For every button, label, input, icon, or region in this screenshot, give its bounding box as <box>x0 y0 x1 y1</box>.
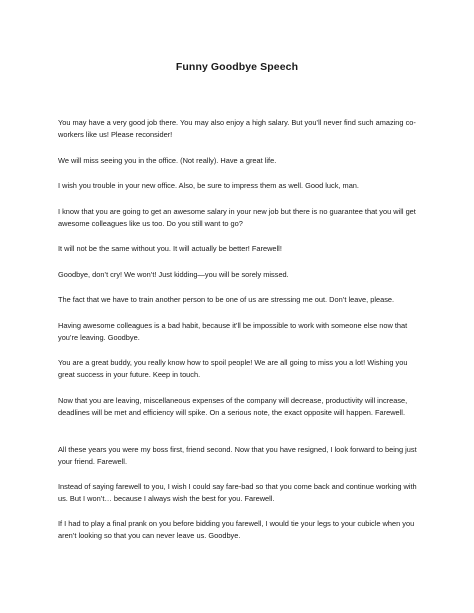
paragraph: You are a great buddy, you really know how to spoil people! We are all going to miss you a lot! Wishing you great success in your future. Keep in touch. <box>58 358 408 379</box>
paragraph: The fact that we have to train another person to be one of us are stressing me out. Don’t leave, please. <box>58 295 395 304</box>
paragraph: You may have a very good job there. You may also enjoy a high salary. But you’ll never find such amazing co-workers like us! Please reconsider! <box>58 118 416 139</box>
paragraph: All these years you were my boss first, friend second. Now that you have resigned, I look forward to being just your friend. Farewell. <box>58 445 417 466</box>
paragraph: Goodbye, don’t cry! We won’t! Just kidding—you will be sorely missed. <box>58 270 289 279</box>
paragraph: Instead of saying farewell to you, I wish I could say fare-bad so that you come back and continue working with us. But I won’t… because I always wish the best for you. Farewell. <box>58 482 417 503</box>
paragraph: I wish you trouble in your new office. Also, be sure to impress them as well. Good luck, man. <box>58 181 359 190</box>
paragraph: If I had to play a final prank on you before bidding you farewell, I would tie your legs to your cubicle when you aren’t looking so that you can never leave us. Goodbye. <box>58 519 415 540</box>
paragraph: Now that you are leaving, miscellaneous expenses of the company will decrease, productivity will increase, deadlines will be met and efficiency will spike. On a serious note, the exact opposite will happen. Farewell. <box>58 396 408 417</box>
paragraph: It will not be the same without you. It will actually be better! Farewell! <box>58 244 282 253</box>
paragraph: We will miss seeing you in the office. (Not really). Have a great life. <box>58 156 277 165</box>
document-title: Funny Goodbye Speech <box>175 61 299 73</box>
paragraph: Having awesome colleagues is a bad habit, because it’ll be impossible to work with someone else now that you’re leaving. Goodbye. <box>58 321 408 342</box>
paragraph: I know that you are going to get an awesome salary in your new job but there is no guarantee that you will get awesome colleagues like us too. Do you still want to go? <box>58 207 416 228</box>
